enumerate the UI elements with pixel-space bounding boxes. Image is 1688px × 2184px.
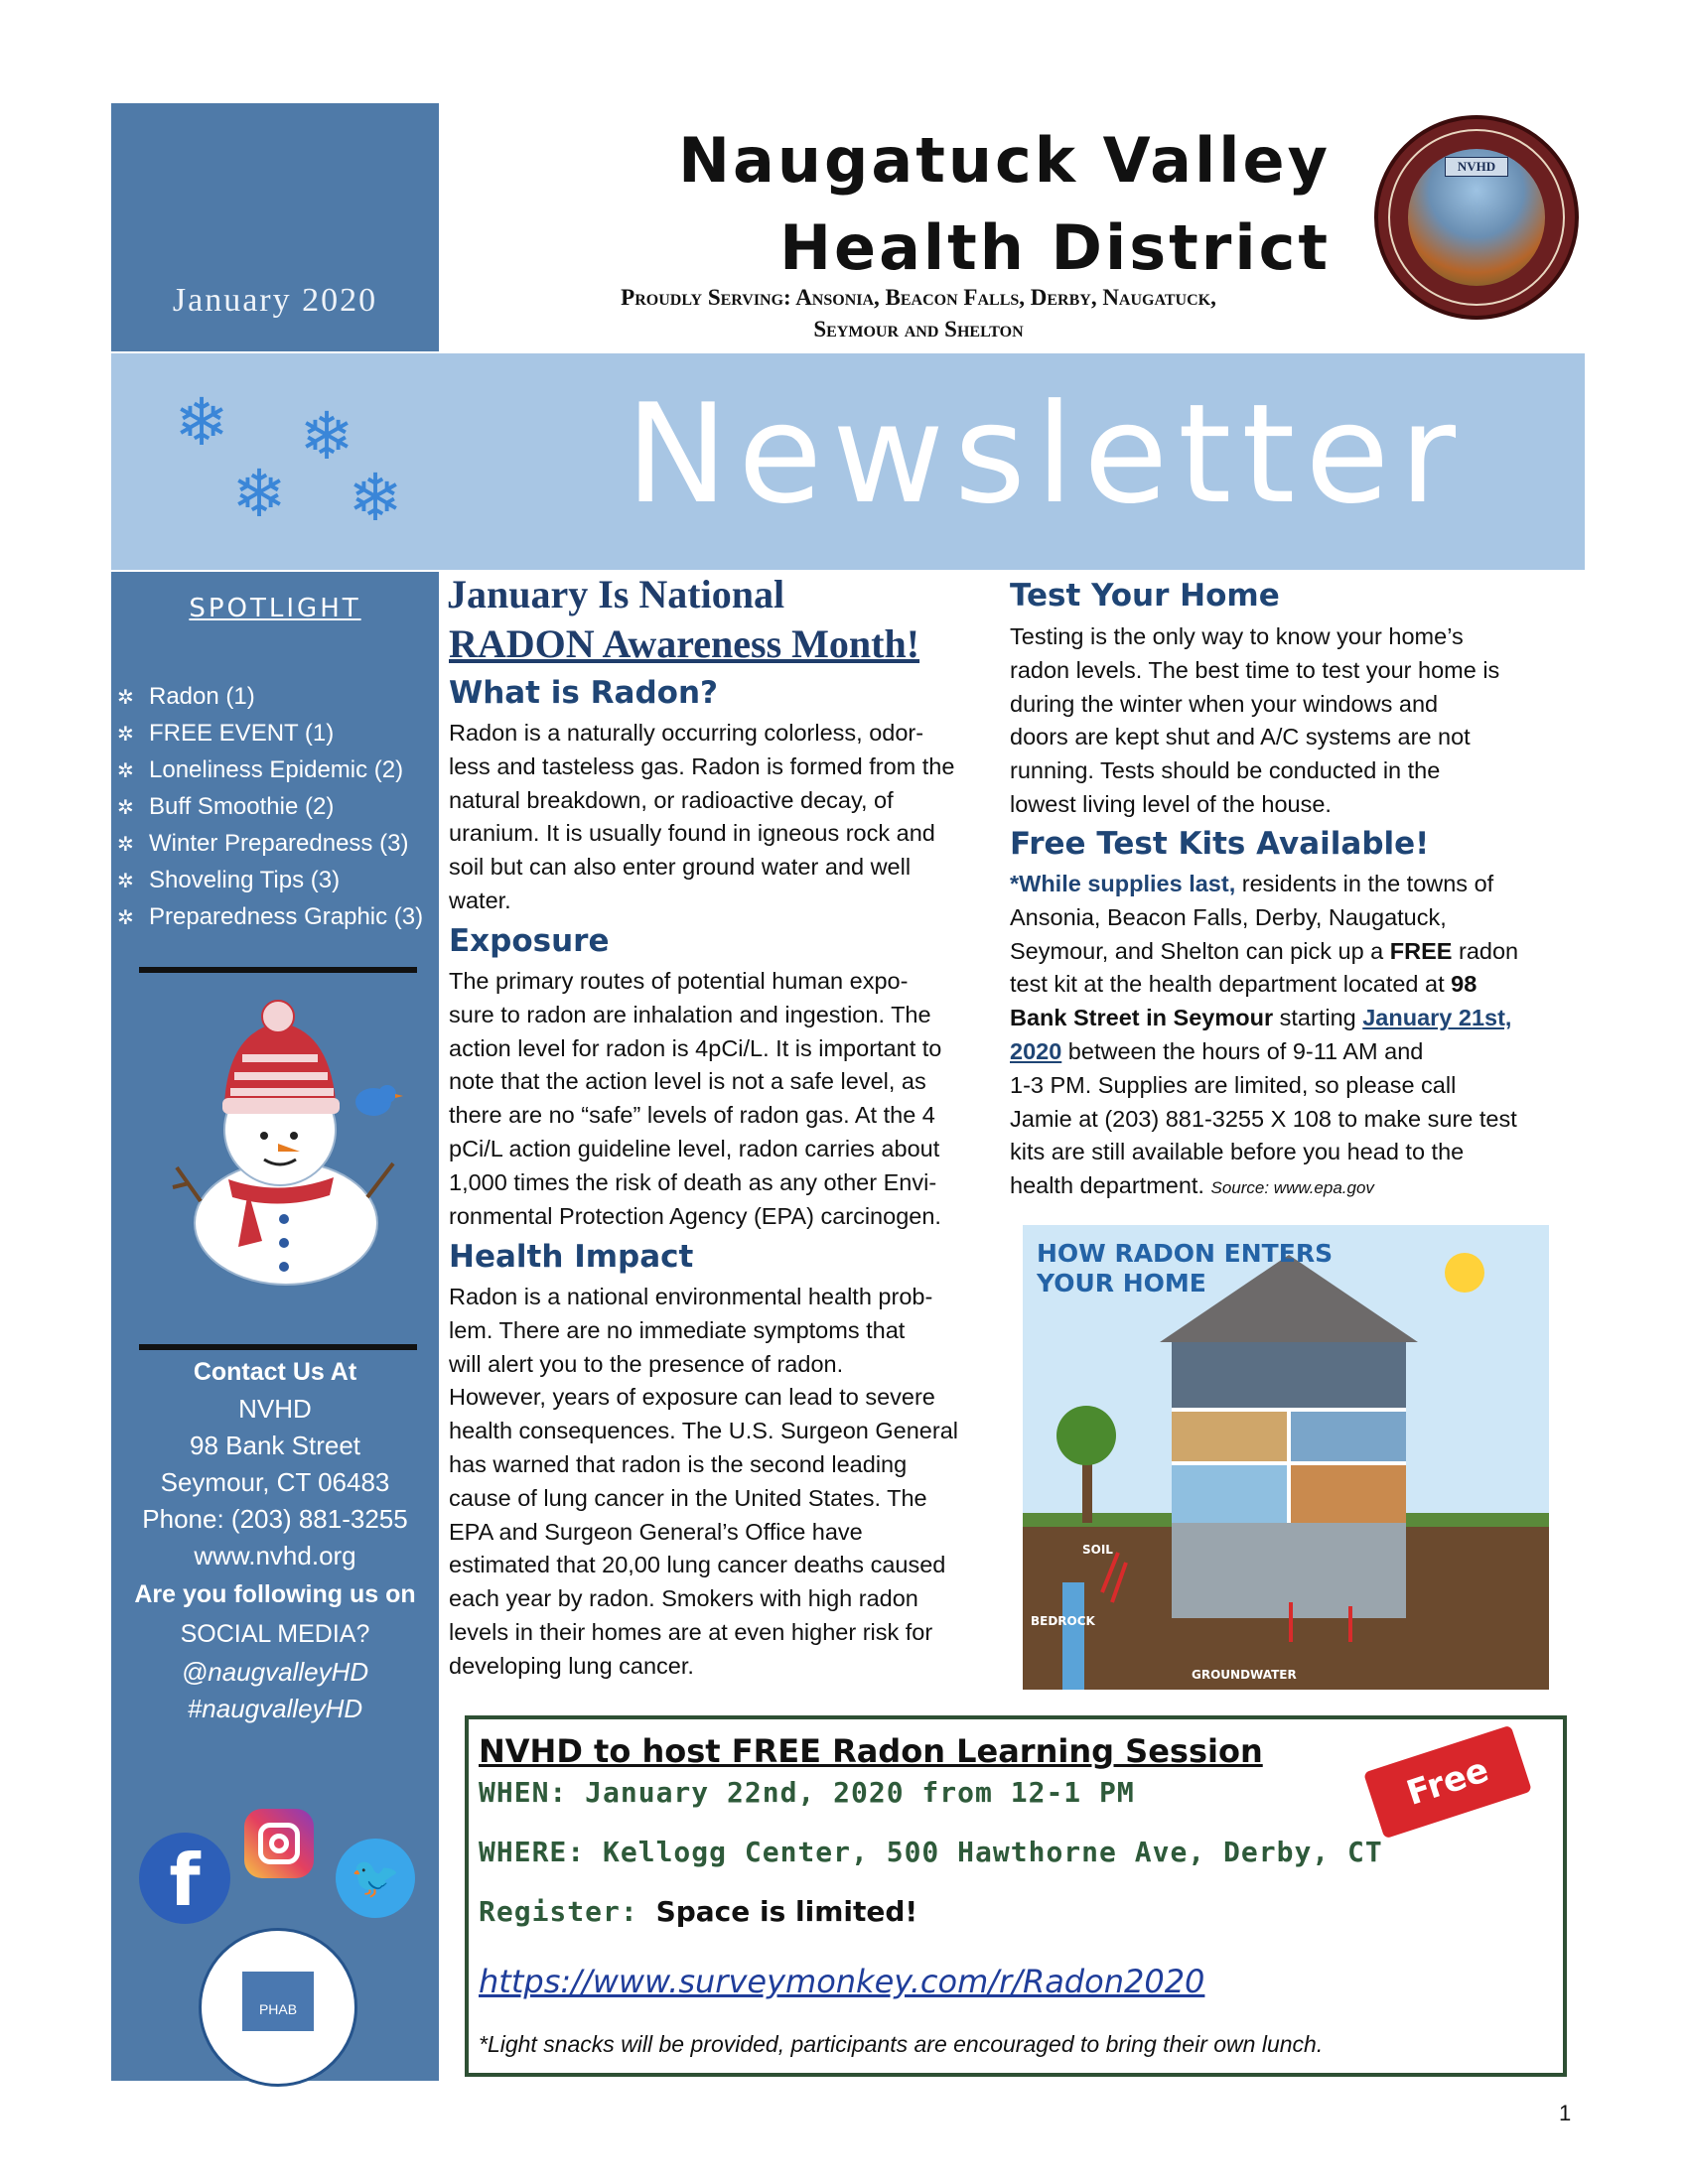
text-line: doors are kept shut and A/C systems are not bbox=[1010, 724, 1471, 751]
text-line: EPA and Surgeon General’s Office have bbox=[449, 1518, 863, 1545]
free-test-kits-text bbox=[1010, 868, 1566, 1205]
asterisk-bullet-icon: ✲ bbox=[117, 907, 134, 929]
spotlight-item-label: Loneliness Epidemic (2) bbox=[149, 756, 404, 783]
org-title bbox=[675, 117, 1331, 292]
text-line: water. bbox=[449, 887, 511, 913]
snowflake-icon: ❄ bbox=[299, 399, 354, 473]
text-line: running. Tests should be conducted in the bbox=[1010, 757, 1441, 784]
text-line: Radon is a national environmental health prob- bbox=[449, 1284, 933, 1309]
asterisk-bullet-icon: ✲ bbox=[117, 687, 134, 709]
headline-line1: January Is National bbox=[447, 572, 785, 616]
text-span: starting bbox=[1273, 1005, 1363, 1031]
spotlight-item bbox=[117, 899, 435, 936]
label-soil: SOIL bbox=[1082, 1543, 1113, 1557]
spotlight-item-label: Preparedness Graphic (3) bbox=[149, 903, 424, 930]
address-number: 98 bbox=[1451, 971, 1477, 998]
section-heading-free-test-kits: Free Test Kits Available! bbox=[1010, 826, 1430, 862]
serving-towns bbox=[496, 282, 1340, 345]
text-line: radon levels. The best time to test your home is bbox=[1010, 656, 1500, 683]
health-impact-text bbox=[449, 1281, 1000, 1684]
section-heading-exposure: Exposure bbox=[449, 923, 610, 959]
exposure-text bbox=[449, 965, 1000, 1233]
contact-name: NVHD bbox=[238, 1394, 312, 1424]
event-when: WHEN: January 22nd, 2020 from 12-1 PM bbox=[479, 1776, 1135, 1809]
instagram-icon[interactable] bbox=[244, 1809, 314, 1878]
section-heading-what-is-radon: What is Radon? bbox=[449, 675, 718, 711]
text-line: levels in their homes are at even higher risk for bbox=[449, 1618, 933, 1645]
spotlight-item bbox=[117, 826, 435, 863]
free-emphasis: FREE bbox=[1389, 937, 1453, 964]
text-line: However, years of exposure can lead to severe bbox=[449, 1384, 935, 1411]
contact-street: 98 Bank Street bbox=[190, 1431, 360, 1460]
text-line: pCi/L action guideline level, radon carries about bbox=[449, 1135, 940, 1161]
spotlight-list bbox=[117, 679, 435, 936]
snowman-illustration bbox=[169, 993, 407, 1291]
snowflake-icon: ❄ bbox=[231, 457, 287, 530]
text-line: less and tasteless gas. Radon is formed from the bbox=[449, 752, 955, 779]
contact-heading: Contact Us At bbox=[193, 1358, 357, 1386]
free-tag-icon: Free bbox=[1363, 1725, 1532, 1840]
text-line bbox=[1010, 968, 1566, 1002]
asterisk-bullet-icon: ✲ bbox=[117, 797, 134, 819]
text-line: has warned that radon is the second leading bbox=[449, 1450, 908, 1477]
text-line: each year by radon. Smokers with high radon bbox=[449, 1585, 918, 1612]
text-line: sure to radon are inhalation and ingestion. The bbox=[449, 1001, 931, 1027]
spotlight-item bbox=[117, 679, 435, 716]
start-date-link[interactable]: 2020 bbox=[1010, 1037, 1062, 1064]
text-span: residents in the towns of bbox=[1235, 871, 1494, 896]
infographic-title: HOW RADON ENTERS YOUR HOME bbox=[1037, 1239, 1334, 1297]
text-line: Jamie at (203) 881-3255 X 108 to make sure test bbox=[1010, 1105, 1517, 1132]
social-hashtag[interactable]: #naugvalleyHD bbox=[187, 1694, 363, 1723]
org-title-line1: Naugatuck Valley bbox=[678, 124, 1331, 197]
page-number: 1 bbox=[1559, 2101, 1572, 2125]
spotlight-item-label: Radon (1) bbox=[149, 683, 255, 710]
text-span: radon bbox=[1452, 937, 1519, 964]
spotlight-heading: SPOTLIGHT bbox=[189, 594, 361, 623]
spotlight-item-label: FREE EVENT (1) bbox=[149, 720, 335, 747]
event-register bbox=[479, 1894, 917, 1930]
twitter-icon[interactable]: 🐦 bbox=[336, 1839, 415, 1918]
label-groundwater: GROUNDWATER bbox=[1192, 1668, 1297, 1682]
phab-label: PHAB bbox=[242, 1972, 314, 2031]
text-span: between the hours of 9-11 AM and bbox=[1061, 1037, 1424, 1064]
text-line: estimated that 20,00 lung cancer deaths caused bbox=[449, 1552, 946, 1578]
spotlight-item-label: Shoveling Tips (3) bbox=[149, 867, 341, 893]
event-note: *Light snacks will be provided, participants are encouraged to bring their own lunch. bbox=[479, 2031, 1324, 2057]
text-line: ronmental Protection Agency (EPA) carcinogen. bbox=[449, 1202, 941, 1229]
start-date-link[interactable]: January 21st, bbox=[1362, 1005, 1512, 1031]
text-line: health consequences. The U.S. Surgeon General bbox=[449, 1418, 958, 1444]
asterisk-bullet-icon: ✲ bbox=[117, 760, 134, 782]
source-citation: Source: www.epa.gov bbox=[1210, 1178, 1374, 1198]
asterisk-bullet-icon: ✲ bbox=[117, 871, 134, 892]
text-line: kits are still available before you head to the bbox=[1010, 1139, 1465, 1165]
asterisk-bullet-icon: ✲ bbox=[117, 834, 134, 856]
snowflake-icon: ❄ bbox=[348, 461, 403, 534]
text-line bbox=[1010, 1035, 1566, 1069]
sidebar-divider bbox=[139, 967, 417, 973]
text-line bbox=[1010, 1002, 1566, 1035]
spotlight-item bbox=[117, 863, 435, 899]
text-line: Radon is a naturally occurring colorless, odor- bbox=[449, 720, 924, 746]
spotlight-item bbox=[117, 752, 435, 789]
text-line: Testing is the only way to know your home’s bbox=[1010, 623, 1464, 649]
spotlight-item bbox=[117, 789, 435, 826]
contact-block bbox=[111, 1354, 439, 1727]
spotlight-item bbox=[117, 716, 435, 752]
text-line: developing lung cancer. bbox=[449, 1652, 694, 1679]
text-line: uranium. It is usually found in igneous rock and bbox=[449, 820, 935, 847]
serving-line2: Seymour and Shelton bbox=[813, 317, 1024, 341]
facebook-icon[interactable]: f bbox=[139, 1833, 230, 1924]
text-line: Ansonia, Beacon Falls, Derby, Naugatuck, bbox=[1010, 903, 1447, 930]
address-street: Bank Street in Seymour bbox=[1010, 1005, 1274, 1031]
contact-website[interactable]: www.nvhd.org bbox=[194, 1541, 356, 1570]
event-where: WHERE: Kellogg Center, 500 Hawthorne Ave, Derby, CT bbox=[479, 1836, 1383, 1868]
social-question-line2: SOCIAL MEDIA? bbox=[180, 1620, 370, 1648]
snowflake-icon: ❄ bbox=[174, 385, 229, 459]
section-heading-health-impact: Health Impact bbox=[449, 1239, 694, 1275]
contact-phone: Phone: (203) 881-3255 bbox=[142, 1504, 408, 1534]
text-span: health department. bbox=[1010, 1172, 1211, 1199]
issue-date: January 2020 bbox=[172, 282, 378, 319]
seal-label: NVHD bbox=[1445, 157, 1508, 177]
text-line: 1-3 PM. Supplies are limited, so please call bbox=[1010, 1071, 1457, 1098]
banner-title: Newsletter bbox=[626, 374, 1466, 534]
test-your-home-text bbox=[1010, 620, 1566, 822]
text-line: 1,000 times the risk of death as any other Envi- bbox=[449, 1168, 937, 1195]
text-line: lowest living level of the house. bbox=[1010, 790, 1332, 817]
org-title-line2: Health District bbox=[779, 211, 1331, 284]
spotlight-item-label: Buff Smoothie (2) bbox=[149, 793, 335, 820]
spotlight-item-label: Winter Preparedness (3) bbox=[149, 830, 409, 857]
supplies-note: *While supplies last, bbox=[1010, 871, 1236, 896]
text-line bbox=[1010, 868, 1566, 901]
register-label: Register: bbox=[479, 1895, 638, 1928]
text-span: Seymour, and Shelton can pick up a bbox=[1010, 937, 1390, 964]
radon-infographic bbox=[1023, 1225, 1549, 1690]
contact-city: Seymour, CT 06483 bbox=[160, 1467, 390, 1497]
section-heading-test-your-home: Test Your Home bbox=[1010, 578, 1280, 614]
what-is-radon-text bbox=[449, 717, 1000, 918]
text-line bbox=[1010, 1169, 1566, 1205]
text-line: cause of lung cancer in the United States. The bbox=[449, 1484, 927, 1511]
registration-link[interactable]: https://www.surveymonkey.com/r/Radon2020 bbox=[479, 1963, 1205, 2000]
asterisk-bullet-icon: ✲ bbox=[117, 724, 134, 746]
text-line: The primary routes of potential human expo- bbox=[449, 968, 909, 994]
headline-line2: RADON Awareness Month! bbox=[449, 621, 920, 666]
serving-line1: Proudly Serving: Ansonia, Beacon Falls, Derby, Naugatuck, bbox=[621, 285, 1216, 310]
text-line: there are no “safe” levels of radon gas. At the 4 bbox=[449, 1102, 935, 1129]
text-line: lem. There are no immediate symptoms that bbox=[449, 1316, 906, 1343]
text-line: natural breakdown, or radioactive decay, of bbox=[449, 786, 894, 813]
social-question-line1: Are you following us on bbox=[134, 1580, 416, 1608]
text-line: note that the action level is not a safe level, as bbox=[449, 1068, 926, 1095]
sidebar-divider bbox=[139, 1344, 417, 1350]
text-line: soil but can also enter ground water and well bbox=[449, 854, 912, 881]
text-line: during the winter when your windows and bbox=[1010, 690, 1439, 717]
text-line: action level for radon is 4pCi/L. It is important to bbox=[449, 1034, 942, 1061]
social-handle[interactable]: @naugvalleyHD bbox=[181, 1657, 369, 1687]
text-line bbox=[1010, 935, 1566, 969]
label-bedrock: BEDROCK bbox=[1031, 1614, 1095, 1628]
event-title: NVHD to host FREE Radon Learning Session bbox=[479, 1732, 1263, 1770]
register-value: Space is limited! bbox=[655, 1895, 918, 1928]
text-span: test kit at the health department located at bbox=[1010, 971, 1452, 998]
text-line: will alert you to the presence of radon. bbox=[449, 1350, 844, 1377]
